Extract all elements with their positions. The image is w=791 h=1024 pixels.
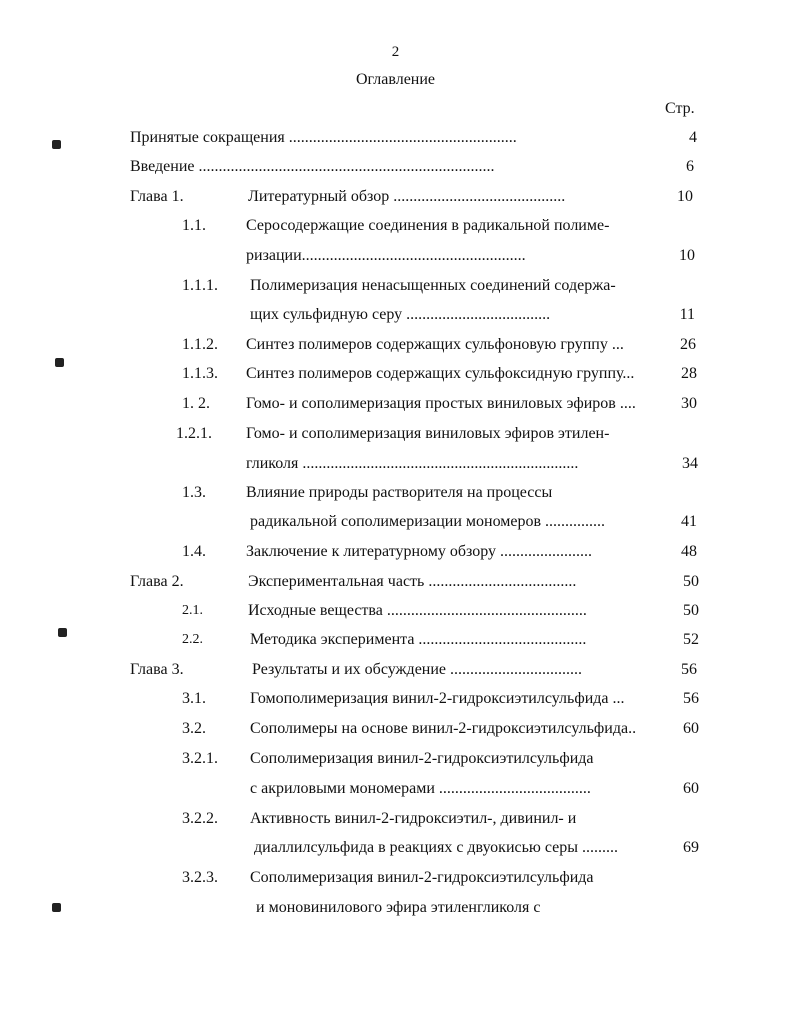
toc-entry-page: 41 [681,513,697,530]
toc-entry-text: Влияние природы растворителя на процессы [246,484,553,501]
toc-entry-text: Сополимеры на основе винил-2-гидроксиэтилсульфида.. [250,720,637,737]
toc-entry-text: Исходные вещества .................................................. [248,602,587,619]
toc-entry-text: Сополимеризация винил-2-гидроксиэтилсульфида [250,869,594,886]
toc-entry-page: 60 [683,780,699,797]
toc-entry-text: Экспериментальная часть ..................................... [248,573,577,590]
toc-entry-number: 1.3. [182,484,206,501]
toc-entry-text: Активность винил-2-гидроксиэтил-, дивинил- и [250,810,577,827]
toc-entry-number: 1.2.1. [176,425,212,442]
toc-entry-number: Глава 3. [130,661,184,678]
toc-entry-page: 26 [680,336,696,353]
toc-entry-number: 3.2.1. [182,750,218,767]
toc-entry-page: 69 [683,839,699,856]
toc-entry-number: 3.2.3. [182,869,218,886]
toc-entry-page: 56 [681,661,697,678]
page-number: 2 [391,44,400,60]
toc-entry-number: 3.2. [182,720,206,737]
page-title: Оглавление [355,71,436,88]
toc-entry-text: и моновинилового эфира этиленгликоля с [256,899,541,916]
toc-entry-number: Глава 2. [130,573,184,590]
toc-entry-number: 1.1. [182,217,206,234]
toc-entry-page: 4 [689,129,697,146]
toc-entry-text: Сополимеризация винил-2-гидроксиэтилсульфида [250,750,594,767]
toc-entry-text: гликоля ..................................................................... [246,455,579,472]
toc-entry-number: Введение .......................................................................... [130,158,495,175]
scan-mark [52,903,61,912]
toc-entry-page: 56 [683,690,699,707]
toc-entry-page: 34 [682,455,698,472]
toc-entry-page: 52 [683,631,699,648]
toc-entry-number: 1. 2. [182,395,210,412]
toc-entry-text: щих сульфидную серу .................................... [250,306,551,323]
toc-entry-number: 1.4. [182,543,206,560]
toc-entry-page: 50 [683,573,699,590]
toc-entry-page: 10 [679,247,695,264]
toc-entry-number: 3.1. [182,690,206,707]
toc-entry-page: 48 [681,543,697,560]
toc-entry-number: 2.1. [182,603,203,618]
toc-entry-text: Полимеризация ненасыщенных соединений содержа- [250,277,616,294]
toc-entry-page: 60 [683,720,699,737]
toc-entry-number: 3.2.2. [182,810,218,827]
toc-entry-text: Литературный обзор ........................................... [248,188,566,205]
toc-entry-page: 6 [686,158,694,175]
toc-entry-text: Методика эксперимента .......................................... [250,631,587,648]
toc-entry-text: Серосодержащие соединения в радикальной полиме- [246,217,610,234]
toc-entry-number: 1.1.3. [182,365,218,382]
toc-entry-text: ризации........................................................ [246,247,526,264]
toc-entry-text: радикальной сополимеризации мономеров ............... [250,513,606,530]
scan-mark [52,140,61,149]
toc-entry-text: Гомо- и сополимеризация виниловых эфиров этилен- [246,425,610,442]
toc-entry-text: диаллилсульфида в реакциях с двуокисью серы ......... [254,839,618,856]
toc-entry-text: Заключение к литературному обзору ....................... [246,543,593,560]
toc-entry-text: Результаты и их обсуждение ................................. [252,661,583,678]
toc-entry-number: 1.1.2. [182,336,218,353]
toc-entry-number: 1.1.1. [182,277,218,294]
toc-entry-page: 50 [683,602,699,619]
toc-entry-page: 30 [681,395,697,412]
toc-entry-text: Гомополимеризация винил-2-гидроксиэтилсульфида ... [250,690,625,707]
toc-entry-number: 2.2. [182,632,203,647]
scan-mark [55,358,64,367]
toc-entry-number: Глава 1. [130,188,184,205]
toc-entry-text: Синтез полимеров содержащих сульфоновую группу ... [246,336,624,353]
toc-entry-text: Синтез полимеров содержащих сульфоксидную группу... [246,365,635,382]
scan-mark [58,628,67,637]
toc-entry-text: Гомо- и сополимеризация простых виниловых эфиров .... [246,395,636,412]
toc-entry-page: 11 [679,306,695,323]
toc-entry-text: с акриловыми мономерами ...................................... [250,780,591,797]
toc-entry-page: 28 [681,365,697,382]
toc-entry-number: Принятые сокращения ......................................................... [130,129,517,146]
page-column-label: Стр. [665,100,695,117]
toc-entry-page: 10 [677,188,693,205]
